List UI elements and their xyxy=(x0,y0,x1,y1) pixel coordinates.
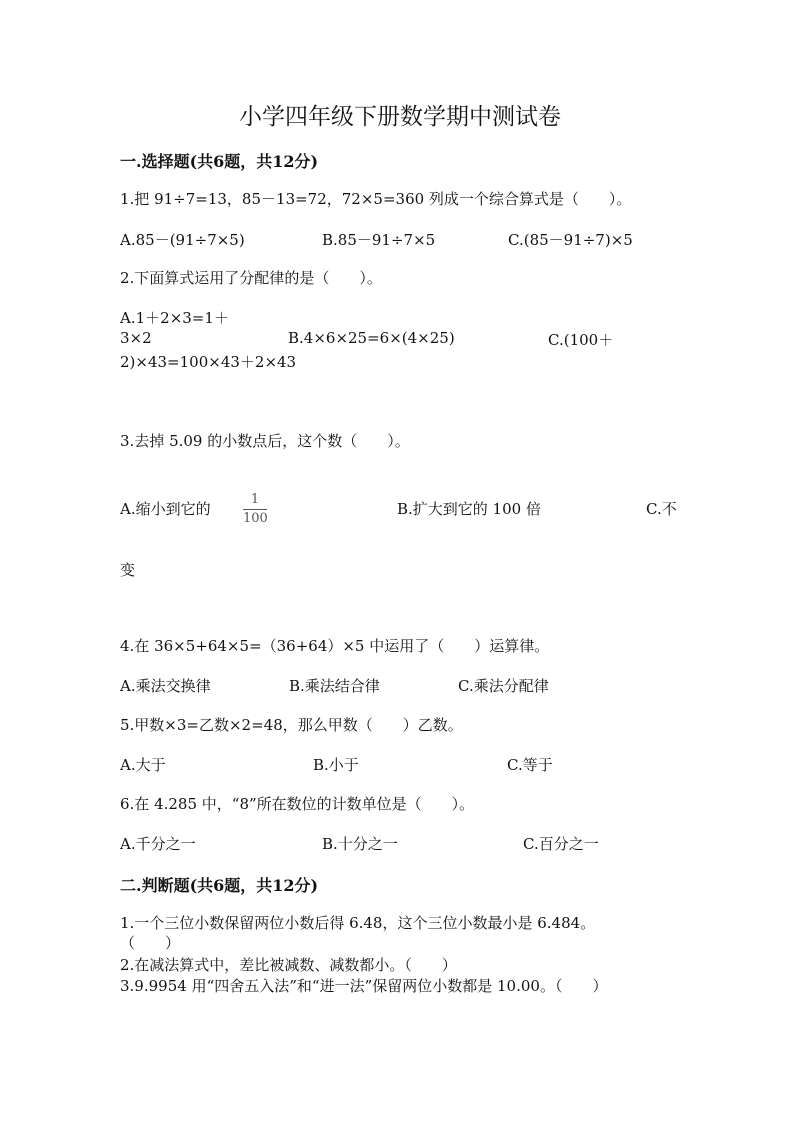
question-stem: 3.去掉 5.09 的小数点后，这个数（ ）。 xyxy=(120,432,410,450)
page-title: 小学四年级下册数学期中测试卷 xyxy=(239,104,561,130)
question-stem: 5.甲数×3=乙数×2=48，那么甲数（ ）乙数。 xyxy=(120,716,463,734)
option-c: C.百分之一 xyxy=(523,835,599,853)
option-b: B.扩大到它的 100 倍 xyxy=(397,500,541,518)
option-a: A.大于 xyxy=(120,756,166,774)
fraction-numerator: 1 xyxy=(250,492,260,507)
answer-blank: （ ） xyxy=(120,934,181,952)
question-stem: 3.9.9954 用“四舍五入法”和“进一法”保留两位小数都是 10.00。（ ） xyxy=(120,977,608,995)
option-a: A.85－(91÷7×5) xyxy=(120,231,245,249)
option-a: A.缩小到它的 xyxy=(120,500,211,518)
question-stem: 1.把 91÷7=13，85－13=72，72×5=360 列成一个综合算式是（ ）。 xyxy=(120,190,632,208)
question-stem: 6.在 4.285 中，“8”所在数位的计数单位是（ ）。 xyxy=(120,795,475,813)
option-b: B.十分之一 xyxy=(322,835,398,853)
option-a-continued: 3×2 xyxy=(120,329,152,347)
question-stem: 2.下面算式运用了分配律的是（ ）。 xyxy=(120,269,382,287)
fraction-denominator: 100 xyxy=(243,511,268,526)
option-a: A.千分之一 xyxy=(120,835,196,853)
question-stem: 1.一个三位小数保留两位小数后得 6.48，这个三位小数最小是 6.484。 xyxy=(120,914,596,932)
section-heading-judgment: 二.判断题(共6题，共12分) xyxy=(120,876,319,895)
fraction xyxy=(243,492,267,527)
option-b: B.85－91÷7×5 xyxy=(322,231,436,249)
option-a: A.1＋2×3=1＋ xyxy=(120,309,229,327)
option-c-continued: 2)×43=100×43＋2×43 xyxy=(120,353,297,371)
option-b: B.小于 xyxy=(313,756,359,774)
question-stem: 4.在 36×5+64×5=（36+64）×5 中运用了（ ）运算律。 xyxy=(120,637,550,655)
option-c-continued: 变 xyxy=(120,561,136,579)
option-c: C.(85－91÷7)×5 xyxy=(508,231,633,249)
option-c: C.不 xyxy=(646,500,677,518)
fraction-bar xyxy=(243,509,267,510)
option-b: B.乘法结合律 xyxy=(289,677,380,695)
option-c: C.乘法分配律 xyxy=(458,677,549,695)
question-stem: 2.在减法算式中，差比被减数、减数都小。（ ） xyxy=(120,956,457,974)
section-heading-choice: 一.选择题(共6题，共12分) xyxy=(120,152,319,171)
option-a: A.乘法交换律 xyxy=(120,677,211,695)
option-c: C.等于 xyxy=(507,756,553,774)
option-b: B.4×6×25=6×(4×25) xyxy=(288,329,455,347)
option-c: C.(100＋ xyxy=(548,331,614,349)
